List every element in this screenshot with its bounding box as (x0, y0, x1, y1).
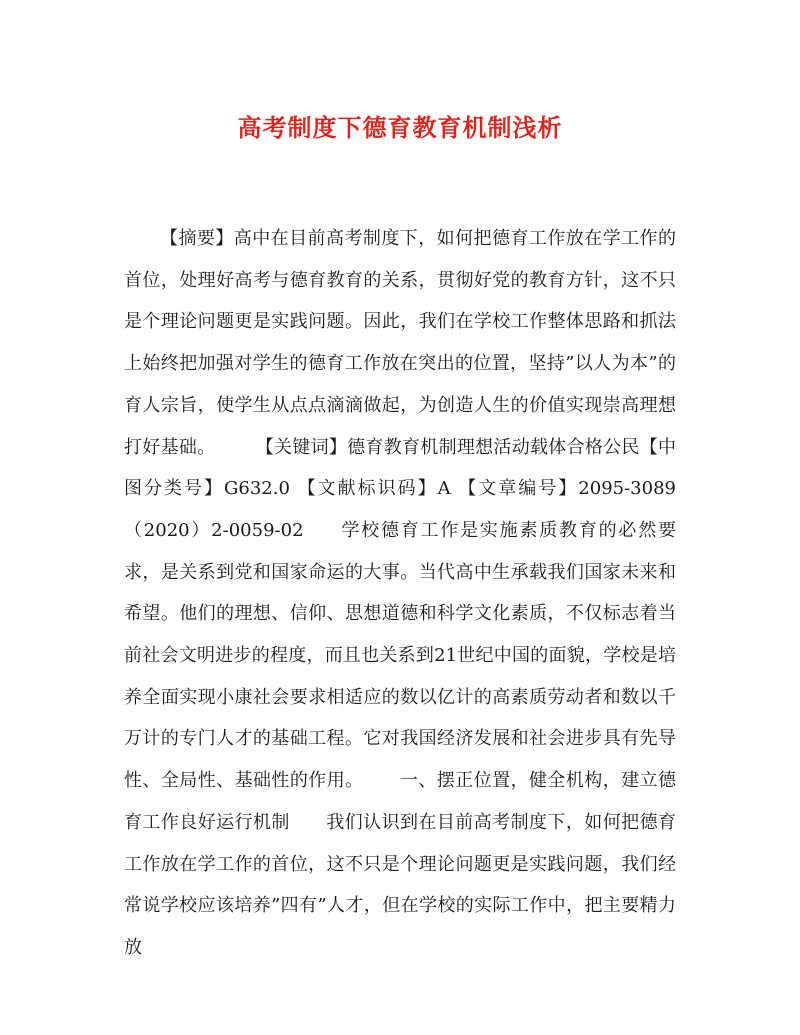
section-heading: 一、摆正位置，健全机构，建立德育工作良好运行机制 (124, 770, 677, 833)
section-text: 我们认识到在目前高考制度下，如何把德育工作放在学工作的首位，这不只是个理论问题更是实践问题，我们经常说学校应该培养”四有”人才，但在学校的实际工作中，把主要精力放 (124, 811, 677, 958)
document-body (124, 218, 676, 969)
document-title: 高考制度下德育教育机制浅析 (237, 113, 563, 142)
intro-text: 学校德育工作是实施素质教育的必然要求，是关系到党和国家命运的大事。当代高中生承载我们国家未来和希望。他们的理想、信仰、思想道德和科学文化素质，不仅标志着当前社会文明进步的程度，而且也关系到21世纪中国的面貌，学校是培养全面实现小康社会要求相适应的数以亿计的高素质劳动者和数以千万计的专门人才的基础工程。它对我国经济发展和社会进步具有先导性、全局性、基础性的作用。 (124, 519, 677, 792)
keywords-text: 【关键词】德育教育机制理想活动载体合格公民 (255, 436, 640, 458)
classification-text: 【中图分类号】G632.0 【文献标识码】A 【文章编号】2095-3089（2020）2-0059-02 (124, 436, 677, 541)
abstract-text: 【摘要】高中在目前高考制度下，如何把德育工作放在学工作的首位，处理好高考与德育教育的关系，贯彻好党的教育方针，这不只是个理论问题更是实践问题。因此，我们在学校工作整体思路和抓法上始终把加强对学生的德育工作放在突出的位置，坚持”以人为本”的育人宗旨，使学生从点点滴滴做起，为创造人生的价值实现崇高理想打好基础。 (124, 228, 676, 458)
